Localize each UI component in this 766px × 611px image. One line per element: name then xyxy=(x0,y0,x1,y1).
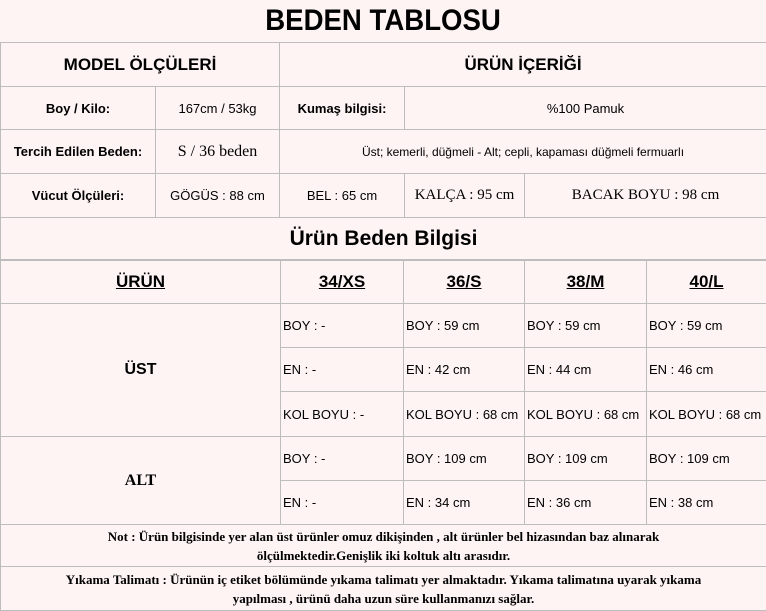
wash-cell xyxy=(1,567,766,611)
kalca-value: KALÇA : 95 cm xyxy=(405,174,525,218)
boy-kilo-label: Boy / Kilo: xyxy=(1,87,156,130)
ust-en-38: EN : 44 cm xyxy=(525,348,647,392)
ust-label: ÜST xyxy=(1,304,281,437)
header-38m: 38/M xyxy=(525,261,647,304)
ust-en-40: EN : 46 cm xyxy=(647,348,766,392)
alt-boy-34: BOY : - xyxy=(281,437,404,481)
boy-kilo-value: 167cm / 53kg xyxy=(156,87,280,130)
page-title xyxy=(0,0,766,42)
header-36s: 36/S xyxy=(404,261,525,304)
header-urun: ÜRÜN xyxy=(1,261,281,304)
kumas-label: Kumaş bilgisi: xyxy=(280,87,405,130)
ust-boy-36: BOY : 59 cm xyxy=(404,304,525,348)
ust-boy-38: BOY : 59 cm xyxy=(525,304,647,348)
tercih-value: S / 36 beden xyxy=(156,130,280,174)
ust-en-34: EN : - xyxy=(281,348,404,392)
bel-value: BEL : 65 cm xyxy=(280,174,405,218)
urun-desc: Üst; kemerli, düğmeli - Alt; cepli, kapaması düğmeli fermuarlı xyxy=(280,130,766,174)
ust-kol-38: KOL BOYU : 68 cm xyxy=(525,392,647,437)
note-line-2: ölçülmektedir.Genişlik iki koltuk altı arasıdır. xyxy=(3,546,764,565)
tercih-label: Tercih Edilen Beden: xyxy=(1,130,156,174)
alt-en-38: EN : 36 cm xyxy=(525,481,647,525)
alt-en-36: EN : 34 cm xyxy=(404,481,525,525)
page-title-text: BEDEN TABLOSU xyxy=(265,4,501,38)
ust-kol-40: KOL BOYU : 68 cm xyxy=(647,392,766,437)
ust-kol-36: KOL BOYU : 68 cm xyxy=(404,392,525,437)
header-40l: 40/L xyxy=(647,261,766,304)
ust-kol-34: KOL BOYU : - xyxy=(281,392,404,437)
note-cell xyxy=(1,525,766,567)
header-34xs: 34/XS xyxy=(281,261,404,304)
model-table xyxy=(0,42,766,260)
model-header: MODEL ÖLÇÜLERİ xyxy=(1,43,280,87)
bacak-value: BACAK BOYU : 98 cm xyxy=(525,174,766,218)
alt-label: ALT xyxy=(1,437,281,525)
ust-en-36: EN : 42 cm xyxy=(404,348,525,392)
gogus-value: GÖGÜS : 88 cm xyxy=(156,174,280,218)
alt-boy-40: BOY : 109 cm xyxy=(647,437,766,481)
alt-boy-38: BOY : 109 cm xyxy=(525,437,647,481)
alt-boy-36: BOY : 109 cm xyxy=(404,437,525,481)
note-line-1: Not : Ürün bilgisinde yer alan üst ürünler omuz dikişinden , alt ürünler bel hizasından baz alınarak xyxy=(3,527,764,546)
wash-line-1: Yıkama Talimatı : Ürünün iç etiket bölümünde yıkama talimatı yer almaktadır. Yıkama talimatına uyarak yıkama xyxy=(3,570,764,589)
size-table xyxy=(0,260,766,611)
vucut-label: Vücut Ölçüleri: xyxy=(1,174,156,218)
ust-boy-40: BOY : 59 cm xyxy=(647,304,766,348)
size-info-title: Ürün Beden Bilgisi xyxy=(1,218,766,260)
kumas-value: %100 Pamuk xyxy=(405,87,766,130)
ust-boy-34: BOY : - xyxy=(281,304,404,348)
wash-line-2: yapılması , ürünü daha uzun süre kullanmanızı sağlar. xyxy=(3,589,764,608)
alt-en-34: EN : - xyxy=(281,481,404,525)
content-header: ÜRÜN İÇERİĞİ xyxy=(280,43,766,87)
alt-en-40: EN : 38 cm xyxy=(647,481,766,525)
